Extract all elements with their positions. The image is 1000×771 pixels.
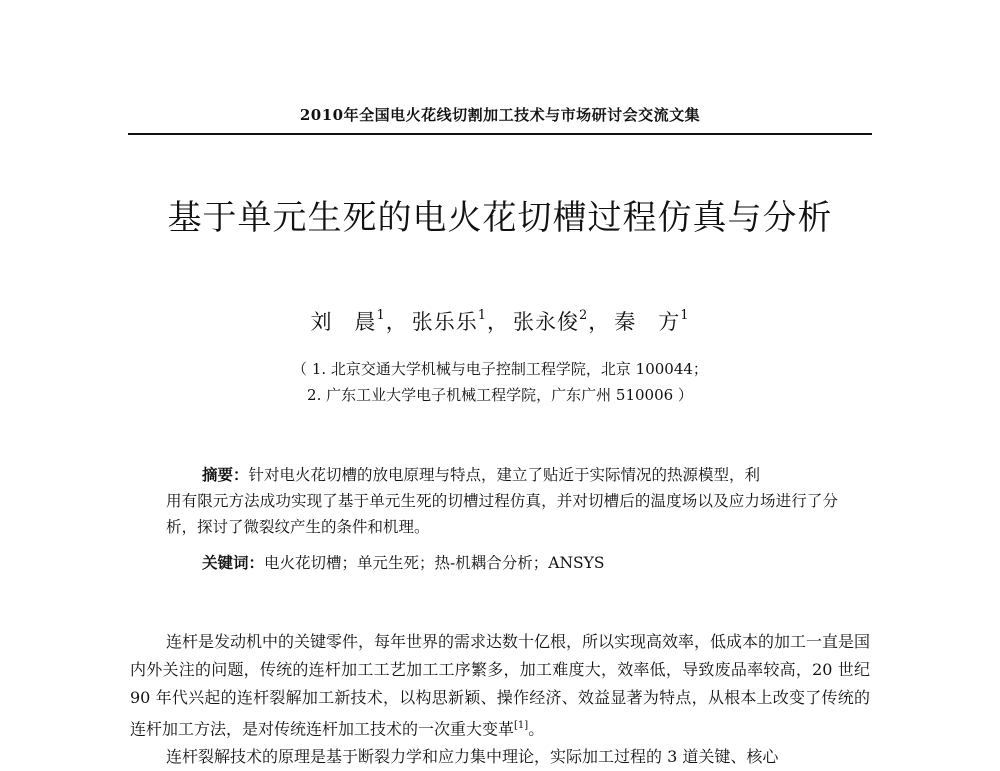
abstract-label: 摘要： [202,465,249,484]
author-separator: ， [588,310,611,334]
affiliation-1: （ 1. 北京交通大学机械与电子控制工程学院，北京 100044； [292,360,708,378]
abstract-text-line1: 针对电火花切槽的放电原理与特点，建立了贴近于实际情况的热源模型，利 [248,466,761,484]
keywords-label: 关键词： [202,553,265,572]
affiliations [0,356,1000,408]
keywords-text: 电火花切槽；单元生死；热-机耦合分析；ANSYS [264,554,605,572]
author-4: 秦 方$^1$ [614,308,690,334]
author-2: 张乐乐$^1$ [411,308,487,334]
paper-title: 基于单元生死的电火花切槽过程仿真与分析 [167,198,833,238]
author-separator: ， [385,310,408,334]
keywords [202,550,604,576]
abstract [166,462,838,540]
body-text [130,628,870,771]
body-paragraph-2: 连杆裂解技术的原理是基于断裂力学和应力集中理论，实际加工过程的 3 道关键、核心 [166,747,779,767]
author-1: 刘 晨$^1$ [310,308,386,334]
author-separator: ， [487,310,509,334]
running-header: 2010年全国电火花线切割加工技术与市场研讨会交流文集 [299,106,701,124]
citation-ref: [1] [514,720,529,731]
author-list [0,306,1000,336]
author-3: 张永俊$^2$ [513,308,589,334]
abstract-text-rest: 用有限元方法成功实现了基于单元生死的切槽过程仿真，并对切槽后的温度场以及应力场进行了分析，探讨了微裂纹产生的条件和机理。 [166,492,838,536]
header-rule [128,133,872,135]
abstract-first-line [166,462,838,488]
affiliation-2: 2. 广东工业大学电子机械工程学院，广东广州 510006 ） [307,386,693,404]
body-paragraph-1: 连杆是发动机中的关键零件，每年世界的需求达数十亿根，所以实现高效率，低成本的加工一直是国内外关注的问题，传统的连杆加工工艺加工工序繁多，加工难度大，效率低，导致废品率较高，20 世纪 90 年代兴起的连杆裂解加工新技术，以构思新颖、操作经济、效益显著为特点，从根本上改变了传统的连杆加工方法，是对传统连杆加工技术的一次重大变革[1]。 [130,632,871,739]
